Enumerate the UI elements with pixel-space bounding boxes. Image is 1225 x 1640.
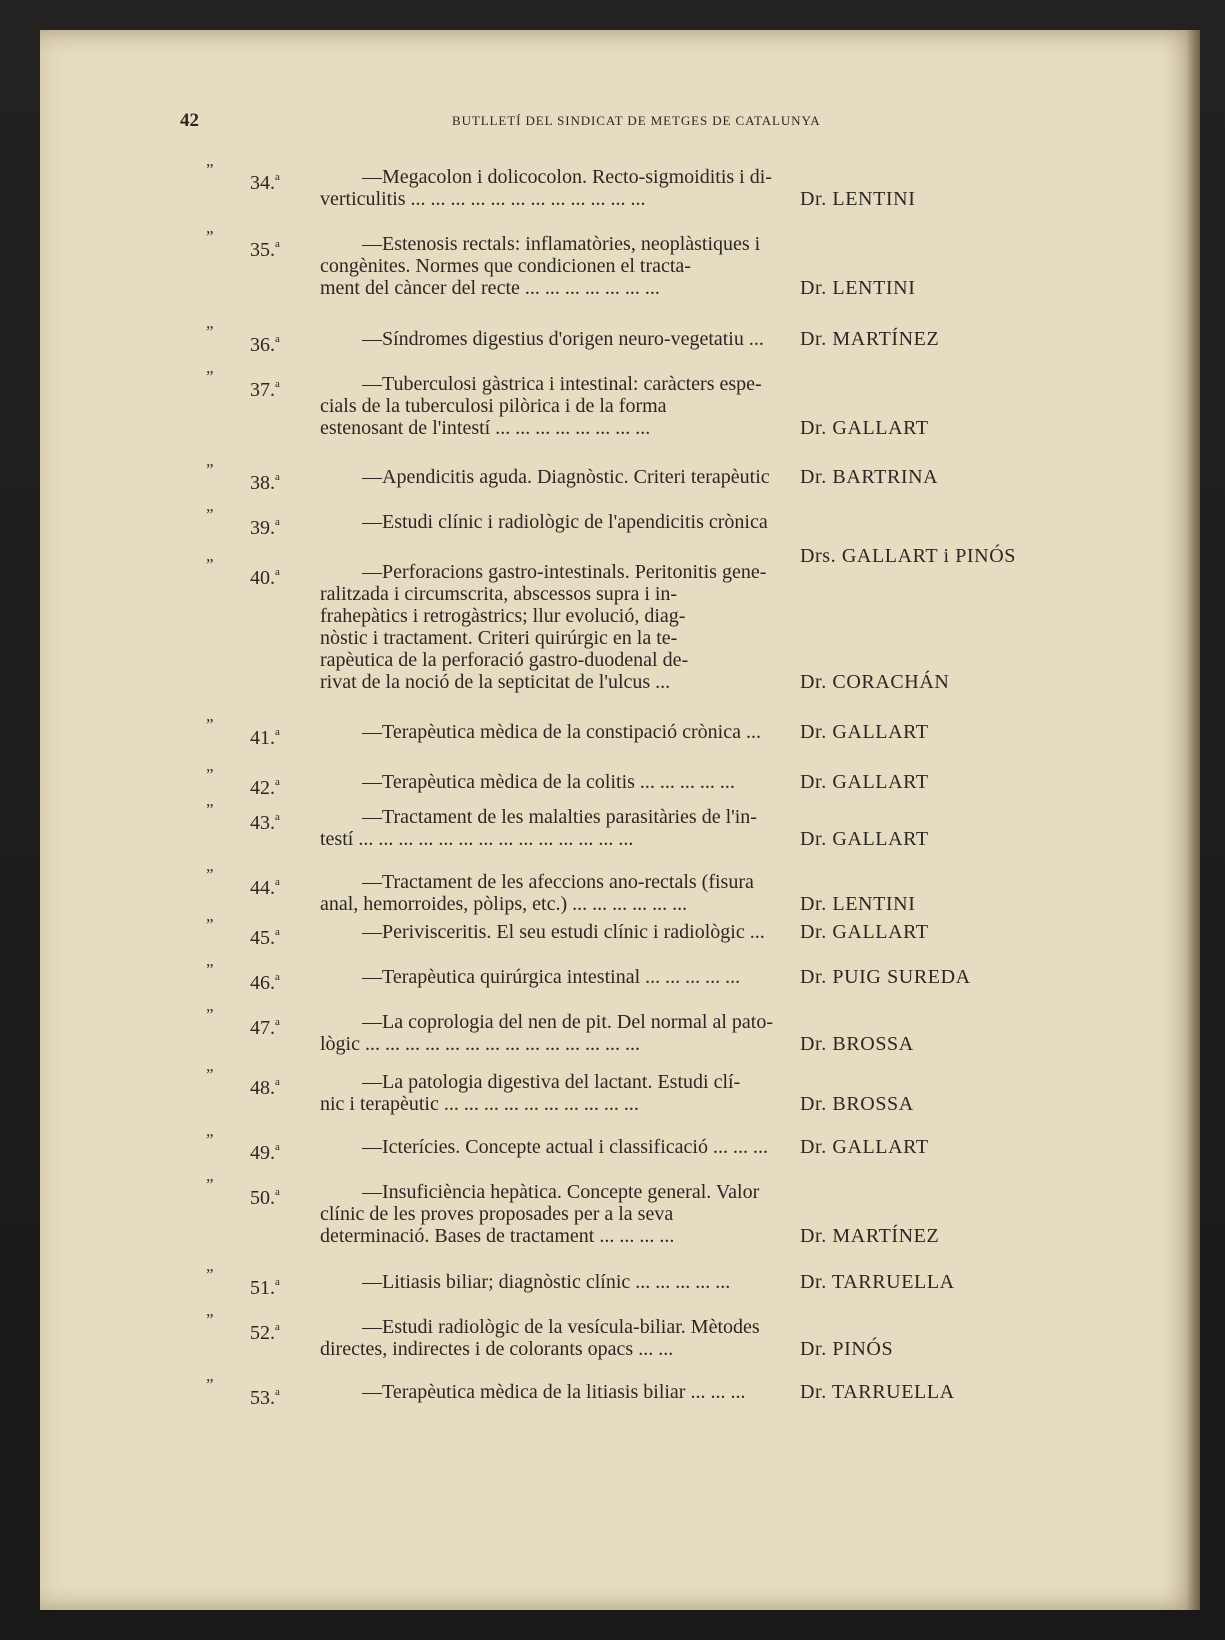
entry-title-line: clínic de les proves proposades per a la seva xyxy=(320,1203,674,1225)
entry-title xyxy=(320,966,797,988)
entry-title-line: —Icterícies. Concepte actual i classificació ... ... ... xyxy=(362,1136,768,1158)
entry-title-line: —Tractament de les malalties parasitàries de l'in- xyxy=(362,806,757,828)
ditto-mark: ” xyxy=(206,367,214,386)
book-page xyxy=(40,30,1200,1610)
ditto-mark: ” xyxy=(206,460,214,479)
entry-title-line: ment del càncer del recte ... ... ... ... ... ... ... xyxy=(320,277,660,299)
entry-number: 38.$^a$ xyxy=(250,471,280,494)
ditto-mark: ” xyxy=(206,865,214,884)
entry-title xyxy=(320,328,797,350)
ditto-mark: ” xyxy=(206,555,214,574)
entry-author: Dr. BROSSA xyxy=(800,1093,914,1115)
entry-number: 50.$^a$ xyxy=(250,1186,280,1209)
ditto-mark: ” xyxy=(206,1265,214,1284)
entry-author: Dr. GALLART xyxy=(800,1136,929,1158)
page-spine-shadow xyxy=(1186,30,1200,1610)
entry-number: 37.$^a$ xyxy=(250,378,280,401)
entry-title-line: lògic ... ... ... ... ... ... ... ... ... ... ... ... ... ... xyxy=(320,1033,640,1055)
entry-author: Dr. TARRUELLA xyxy=(800,1381,955,1403)
entry-title-line: —Terapèutica quirúrgica intestinal ... ... ... ... ... xyxy=(362,966,741,988)
entry-title-line: —Insuficiència hepàtica. Concepte general. Valor xyxy=(362,1181,760,1203)
entry-title-line: —Megacolon i dolicocolon. Recto-sigmoiditis i di- xyxy=(362,166,772,188)
entry-title xyxy=(320,1181,797,1247)
entry-title xyxy=(320,561,797,693)
ditto-mark: ” xyxy=(206,960,214,979)
entry-author: Drs. GALLART i PINÓS xyxy=(800,545,1016,567)
running-title: BUTLLETÍ DEL SINDICAT DE METGES DE CATALUNYA xyxy=(452,113,821,128)
entry-title xyxy=(320,373,797,439)
entry-title-line: —La coprologia del nen de pit. Del normal al pato- xyxy=(362,1011,773,1033)
entry-title-line: —Terapèutica mèdica de la constipació crònica ... xyxy=(362,721,761,743)
entry-title-line: verticulitis ... ... ... ... ... ... ... ... ... ... ... ... xyxy=(320,188,646,210)
entry-title-line: —Perivisceritis. El seu estudi clínic i radiològic ... xyxy=(362,921,765,943)
entry-number: 46.$^a$ xyxy=(250,971,280,994)
entry-title-line: directes, indirectes i de colorants opacs ... ... xyxy=(320,1338,674,1360)
entry-title-line: rivat de la noció de la septicitat de l'ulcus ... xyxy=(320,671,671,693)
page-number: 42 xyxy=(180,110,199,131)
entry-author: Dr. GALLART xyxy=(800,721,929,743)
entry-title xyxy=(320,921,797,943)
entry-title-line: frahepàtics i retrogàstrics; llur evolució, diag- xyxy=(320,605,686,627)
ditto-mark: ” xyxy=(206,160,214,179)
entry-title-line: anal, hemorroides, pòlips, etc.) ... ... ... ... ... ... xyxy=(320,893,688,915)
entry-title-line: —Estudi radiològic de la vesícula-biliar. Mètodes xyxy=(362,1316,760,1338)
entry-number: 42.$^a$ xyxy=(250,776,280,799)
ditto-mark: ” xyxy=(206,322,214,341)
ditto-mark: ” xyxy=(206,1175,214,1194)
entry-number: 49.$^a$ xyxy=(250,1141,280,1164)
entry-title-line: —Tractament de les afeccions ano-rectals (fisura xyxy=(362,871,754,893)
entry-title xyxy=(320,871,797,915)
entry-title-line: cials de la tuberculosi pilòrica i de la forma xyxy=(320,395,667,417)
entry-author: Dr. BROSSA xyxy=(800,1033,914,1055)
entry-number: 47.$^a$ xyxy=(250,1016,280,1039)
entry-author: Dr. MARTÍNEZ xyxy=(800,328,940,350)
entry-title-line: testí ... ... ... ... ... ... ... ... ... ... ... ... ... ... xyxy=(320,828,634,850)
entry-author: Dr. LENTINI xyxy=(800,893,916,915)
entry-author: Dr. BARTRINA xyxy=(800,466,939,488)
ditto-mark: ” xyxy=(206,915,214,934)
ditto-mark: ” xyxy=(206,765,214,784)
entry-title-line: —La patologia digestiva del lactant. Estudi clí- xyxy=(362,1071,741,1093)
ditto-mark: ” xyxy=(206,227,214,246)
ditto-mark: ” xyxy=(206,1065,214,1084)
entry-title-line: ralitzada i circumscrita, abscessos supra i in- xyxy=(320,583,678,605)
entry-title xyxy=(320,806,797,850)
entry-title-line: congènites. Normes que condicionen el tracta- xyxy=(320,255,691,277)
entry-author: Dr. GALLART xyxy=(800,771,929,793)
entry-title xyxy=(320,1136,797,1158)
entry-author: Dr. PUIG SUREDA xyxy=(800,966,971,988)
entry-title xyxy=(320,166,797,210)
entry-title-line: —Estenosis rectals: inflamatòries, neoplàstiques i xyxy=(362,233,761,255)
entry-title-line: —Terapèutica mèdica de la colitis ... ... ... ... ... xyxy=(362,771,735,793)
entry-title-line: estenosant de l'intestí ... ... ... ... ... ... ... ... xyxy=(320,417,651,439)
ditto-mark: ” xyxy=(206,1375,214,1394)
entry-title-line: —Estudi clínic i radiològic de l'apendicitis crònica xyxy=(362,511,768,533)
ditto-mark: ” xyxy=(206,505,214,524)
entry-author: Dr. GALLART xyxy=(800,828,929,850)
entry-title xyxy=(320,466,797,488)
ditto-mark: ” xyxy=(206,715,214,734)
ditto-mark: ” xyxy=(206,1130,214,1149)
entry-number: 52.$^a$ xyxy=(250,1321,280,1344)
entry-author: Dr. CORACHÁN xyxy=(800,671,950,693)
entry-number: 51.$^a$ xyxy=(250,1276,280,1299)
entry-title xyxy=(320,511,797,533)
ditto-mark: ” xyxy=(206,1310,214,1329)
entry-author: Dr. GALLART xyxy=(800,417,929,439)
entry-number: 36.$^a$ xyxy=(250,333,280,356)
entry-title-line: —Apendicitis aguda. Diagnòstic. Criteri terapèutic xyxy=(362,466,770,488)
entry-title-line: —Perforacions gastro-intestinals. Peritonitis gene- xyxy=(362,561,767,583)
entry-title-line: —Terapèutica mèdica de la litiasis biliar ... ... ... xyxy=(362,1381,746,1403)
ditto-mark: ” xyxy=(206,800,214,819)
entry-title-line: —Litiasis biliar; diagnòstic clínic ... ... ... ... ... xyxy=(362,1271,731,1293)
entry-title-line: determinació. Bases de tractament ... ... ... ... xyxy=(320,1225,675,1247)
entry-number: 39.$^a$ xyxy=(250,516,280,539)
entry-author: Dr. MARTÍNEZ xyxy=(800,1225,940,1247)
entry-title xyxy=(320,771,797,793)
entry-number: 41.$^a$ xyxy=(250,726,280,749)
entry-title-line: —Tuberculosi gàstrica i intestinal: caràcters espe- xyxy=(362,373,762,395)
entry-title xyxy=(320,721,797,743)
entry-number: 44.$^a$ xyxy=(250,876,280,899)
entry-author: Dr. PINÓS xyxy=(800,1338,894,1360)
ditto-mark: ” xyxy=(206,1005,214,1024)
entry-author: Dr. GALLART xyxy=(800,921,929,943)
entry-title xyxy=(320,1316,797,1360)
entry-title xyxy=(320,233,797,299)
entry-title xyxy=(320,1011,797,1055)
entry-author: Dr. LENTINI xyxy=(800,277,916,299)
entry-number: 53.$^a$ xyxy=(250,1386,280,1409)
entry-number: 34.$^a$ xyxy=(250,171,280,194)
entry-author: Dr. LENTINI xyxy=(800,188,916,210)
entry-title-line: nic i terapèutic ... ... ... ... ... ... ... ... ... ... xyxy=(320,1093,639,1115)
entry-title-line: rapèutica de la perforació gastro-duodenal de- xyxy=(320,649,689,671)
entry-title xyxy=(320,1071,797,1115)
entry-number: 35.$^a$ xyxy=(250,238,280,261)
entry-number: 40.$^a$ xyxy=(250,566,280,589)
entry-title xyxy=(320,1381,797,1403)
entry-title-line: —Síndromes digestius d'origen neuro-vegetatiu ... xyxy=(362,328,764,350)
entry-number: 43.$^a$ xyxy=(250,811,280,834)
entry-number: 48.$^a$ xyxy=(250,1076,280,1099)
entry-number: 45.$^a$ xyxy=(250,926,280,949)
entry-title xyxy=(320,1271,797,1293)
entry-title-line: nòstic i tractament. Criteri quirúrgic en la te- xyxy=(320,627,678,649)
entry-author: Dr. TARRUELLA xyxy=(800,1271,955,1293)
